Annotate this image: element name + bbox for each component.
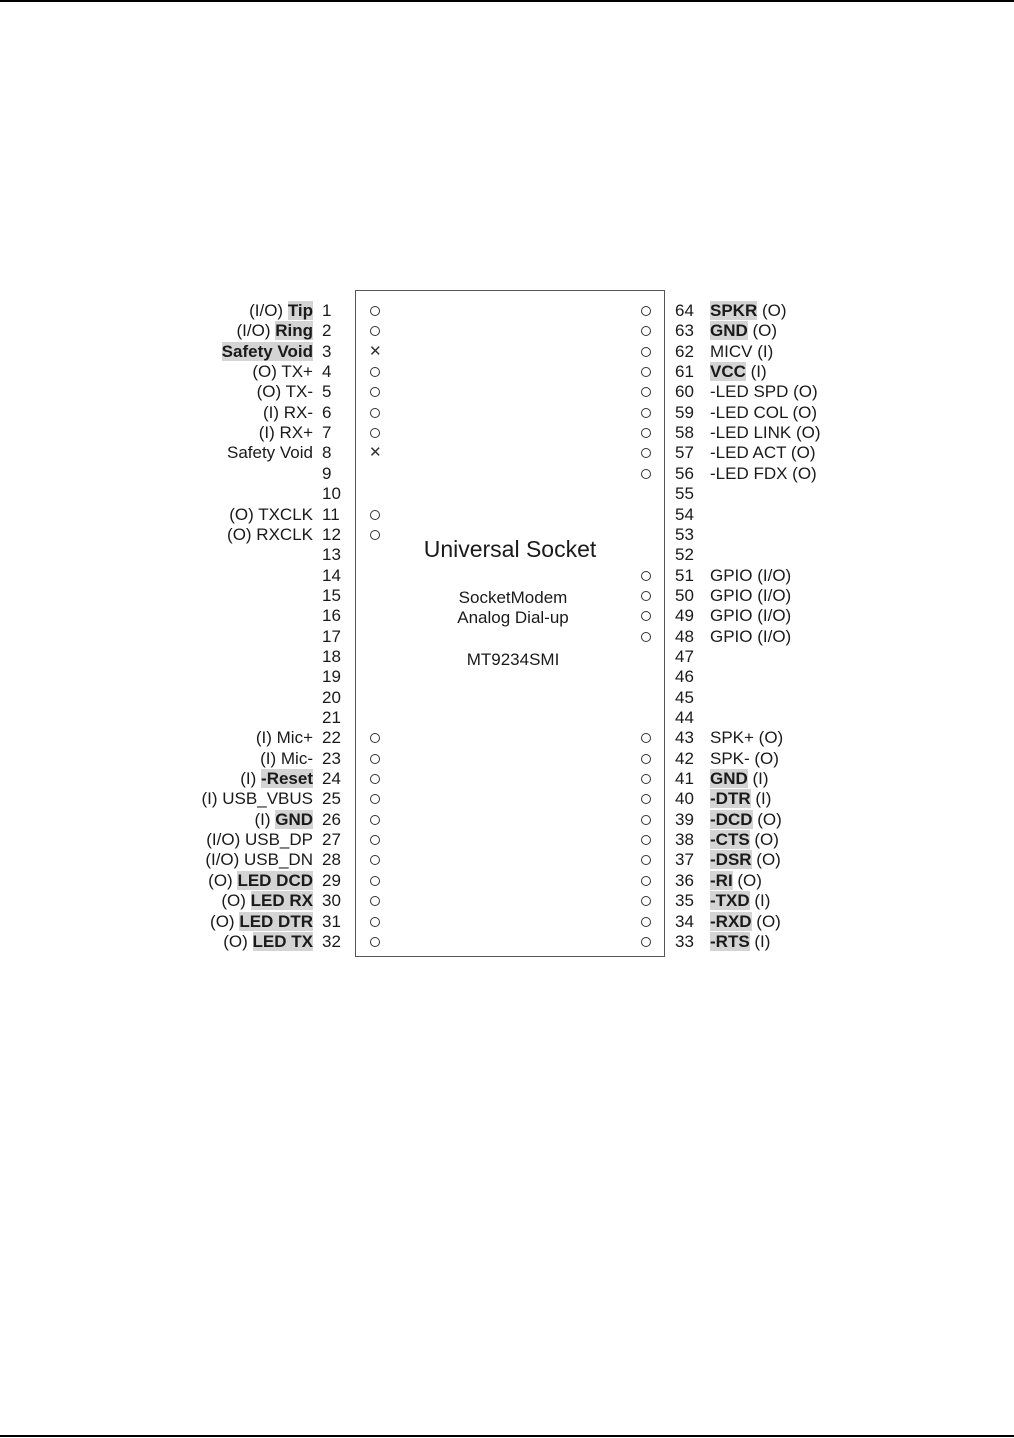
pin-row-49 xyxy=(670,606,870,626)
pin-contact-circle-icon xyxy=(640,382,652,402)
pin-contact-circle-icon xyxy=(640,606,652,626)
signal-text: MICV (I) xyxy=(710,341,774,361)
pin-contact-circle-icon xyxy=(640,403,652,423)
pin-number: 22 xyxy=(322,728,341,748)
pin-number: 8 xyxy=(322,443,332,463)
pin-contact-circle-icon xyxy=(369,769,381,789)
signal-text: Safety Void xyxy=(226,443,313,463)
socket-title: Universal Socket xyxy=(423,536,597,562)
pin-label xyxy=(710,789,771,809)
pin-number: 54 xyxy=(675,504,694,524)
pin-number: 1 xyxy=(322,301,332,320)
signal-text: (I/O) xyxy=(249,301,288,320)
pin-row-54 xyxy=(670,505,870,525)
signal-text: (O) xyxy=(221,891,251,911)
pin-row-29 xyxy=(0,871,345,891)
pin-label xyxy=(260,749,313,769)
pin-contact-circle-icon xyxy=(640,749,652,769)
pin-label xyxy=(206,830,313,850)
signal-name-highlighted: LED DCD xyxy=(237,870,313,890)
pin-label xyxy=(710,382,818,402)
pin-number: 23 xyxy=(322,748,341,768)
pin-contact-circle-icon xyxy=(369,810,381,830)
signal-text: (O) xyxy=(751,911,781,931)
pin-row-26 xyxy=(0,810,345,830)
signal-text: (I) USB_VBUS xyxy=(201,789,313,809)
pin-row-39 xyxy=(670,810,870,830)
pin-label xyxy=(710,362,767,382)
signal-name-highlighted: GND xyxy=(710,769,748,789)
pin-row-45 xyxy=(670,688,870,708)
pin-number: 43 xyxy=(675,728,694,748)
pin-number: 13 xyxy=(322,545,341,565)
pin-contact-circle-icon xyxy=(640,301,652,321)
signal-name-highlighted: -DSR xyxy=(710,850,752,870)
signal-name-highlighted: LED TX xyxy=(252,931,313,951)
pin-number: 6 xyxy=(322,402,332,422)
pin-contact-circle-icon xyxy=(640,443,652,463)
signal-text: (O) xyxy=(747,321,778,341)
pin-contact-circle-icon xyxy=(369,321,381,341)
pin-number: 41 xyxy=(675,769,694,789)
pin-row-41 xyxy=(670,769,870,789)
pin-number: 7 xyxy=(322,423,332,443)
pin-row-32 xyxy=(0,932,345,952)
pin-row-35 xyxy=(670,891,870,911)
signal-text: (O) xyxy=(751,850,781,870)
signal-text: GPIO (I/O) xyxy=(710,585,792,605)
pin-row-48 xyxy=(670,627,870,647)
pin-row-4 xyxy=(0,362,345,382)
pin-label xyxy=(710,464,817,484)
signal-text: -LED FDX (O) xyxy=(710,463,817,483)
pin-label xyxy=(222,342,313,362)
pin-contact-circle-icon xyxy=(369,912,381,932)
signal-text: (I) RX- xyxy=(262,402,313,422)
pin-number: 20 xyxy=(322,687,341,707)
pin-number: 38 xyxy=(675,830,694,850)
pin-label xyxy=(710,423,821,443)
signal-name-highlighted: SPKR xyxy=(710,301,758,320)
pin-number: 19 xyxy=(322,667,341,687)
pin-label xyxy=(208,871,313,891)
pin-row-40 xyxy=(670,789,870,809)
pin-label xyxy=(710,932,770,952)
pin-contact-circle-icon xyxy=(640,850,652,870)
signal-name-highlighted: -TXD xyxy=(710,891,750,911)
pin-label xyxy=(710,586,791,606)
signal-text: (O) TX- xyxy=(256,382,313,402)
signal-name-highlighted: -RXD xyxy=(710,911,752,931)
pin-row-38 xyxy=(670,830,870,850)
pin-number: 52 xyxy=(675,545,694,565)
pin-void-x-icon: ✕ xyxy=(369,444,382,462)
pin-label xyxy=(710,566,791,586)
signal-name-highlighted: GND xyxy=(275,809,313,829)
pin-contact-circle-icon xyxy=(369,301,381,321)
signal-name-highlighted: -RTS xyxy=(710,931,750,951)
signal-name-highlighted: VCC xyxy=(710,362,746,382)
pin-label xyxy=(227,443,313,463)
module-model-number: MT9234SMI xyxy=(466,650,560,669)
signal-name-highlighted: -DCD xyxy=(710,809,753,829)
pin-number: 30 xyxy=(322,891,341,911)
pin-row-61 xyxy=(670,362,870,382)
pin-contact-circle-icon xyxy=(369,932,381,952)
pin-label xyxy=(221,891,313,911)
signal-text: (O) xyxy=(223,931,253,951)
pin-label xyxy=(710,321,777,341)
pin-number: 24 xyxy=(322,769,341,789)
pin-label xyxy=(710,749,779,769)
signal-text: (I) xyxy=(254,809,276,829)
pin-row-47 xyxy=(670,647,870,667)
pin-row-21 xyxy=(0,708,345,728)
pin-label xyxy=(710,830,779,850)
pin-number: 60 xyxy=(675,382,694,402)
signal-text: -LED SPD (O) xyxy=(710,382,818,402)
bottom-page-rule xyxy=(0,1435,1014,1437)
pin-row-46 xyxy=(670,667,870,687)
signal-text: -LED COL (O) xyxy=(710,402,818,422)
pin-number: 40 xyxy=(675,789,694,809)
pin-number: 62 xyxy=(675,341,694,361)
signal-text: (O) TX+ xyxy=(252,362,313,382)
pin-row-25 xyxy=(0,789,345,809)
signal-name-highlighted: GND xyxy=(710,321,748,341)
pin-number: 16 xyxy=(322,606,341,626)
pin-label xyxy=(252,362,313,382)
pin-contact-circle-icon xyxy=(640,342,652,362)
pin-contact-circle-icon xyxy=(369,830,381,850)
signal-text: (O) xyxy=(752,809,782,829)
signal-name-highlighted: -Reset xyxy=(261,769,313,789)
pin-label xyxy=(710,627,791,647)
pin-contact-circle-icon xyxy=(640,769,652,789)
pin-row-16 xyxy=(0,606,345,626)
pin-row-55 xyxy=(670,484,870,504)
pin-label xyxy=(710,871,762,891)
signal-text: GPIO (I/O) xyxy=(710,565,792,585)
pin-number: 28 xyxy=(322,850,341,870)
pin-row-5 xyxy=(0,382,345,402)
pin-row-19 xyxy=(0,667,345,687)
pin-number: 53 xyxy=(675,524,694,544)
pin-number: 48 xyxy=(675,626,694,646)
pin-label xyxy=(202,789,313,809)
signal-text: (O) xyxy=(757,301,787,320)
pin-label xyxy=(263,403,313,423)
pin-label xyxy=(710,301,787,321)
pin-contact-circle-icon xyxy=(369,891,381,911)
pin-row-63 xyxy=(670,321,870,341)
pin-label xyxy=(210,912,313,932)
signal-text: (I) RX+ xyxy=(258,423,313,443)
signal-text: -LED LINK (O) xyxy=(710,423,821,443)
pin-row-11 xyxy=(0,505,345,525)
pin-number: 37 xyxy=(675,850,694,870)
pin-contact-circle-icon xyxy=(640,423,652,443)
pin-contact-circle-icon xyxy=(640,586,652,606)
pin-label xyxy=(257,382,313,402)
pin-row-22 xyxy=(0,728,345,748)
signal-text: -LED ACT (O) xyxy=(710,443,816,463)
pin-number: 59 xyxy=(675,402,694,422)
signal-text: (I) Mic- xyxy=(260,748,313,768)
pin-number: 34 xyxy=(675,911,694,931)
signal-text: (I/O) xyxy=(236,321,276,341)
pin-contact-circle-icon xyxy=(640,932,652,952)
signal-name-highlighted: Ring xyxy=(275,321,313,341)
pin-contact-circle-icon xyxy=(369,403,381,423)
pin-contact-circle-icon xyxy=(640,891,652,911)
pin-label xyxy=(710,891,770,911)
pin-row-3 xyxy=(0,341,382,362)
pin-number: 3 xyxy=(322,341,332,361)
pin-label xyxy=(259,423,313,443)
pin-number: 44 xyxy=(675,708,694,727)
pin-contact-circle-icon xyxy=(640,830,652,850)
pin-number: 18 xyxy=(322,646,341,666)
signal-text: (I) xyxy=(750,789,772,809)
pin-contact-circle-icon xyxy=(369,525,381,545)
signal-name-highlighted: Safety Void xyxy=(221,341,313,361)
signal-text: (O) xyxy=(208,870,238,890)
pin-number: 9 xyxy=(322,463,332,483)
pin-row-6 xyxy=(0,403,345,423)
pin-label xyxy=(256,728,313,748)
pin-number: 35 xyxy=(675,891,694,911)
pin-label xyxy=(240,769,313,789)
pin-row-27 xyxy=(0,830,345,850)
signal-name-highlighted: -RI xyxy=(710,870,733,890)
signal-text: (O) xyxy=(210,911,240,931)
pin-contact-circle-icon xyxy=(369,728,381,748)
pin-row-30 xyxy=(0,891,345,911)
pin-number: 31 xyxy=(322,911,341,931)
pin-number: 63 xyxy=(675,321,694,341)
pin-row-31 xyxy=(0,912,345,932)
pin-row-1 xyxy=(0,301,345,321)
pin-row-57 xyxy=(670,443,870,463)
pin-row-36 xyxy=(670,871,870,891)
pin-row-9 xyxy=(0,464,345,484)
pin-contact-circle-icon xyxy=(640,362,652,382)
pin-number: 25 xyxy=(322,789,341,809)
pin-label xyxy=(223,932,313,952)
pin-number: 61 xyxy=(675,362,694,382)
pin-row-8 xyxy=(0,443,382,463)
pin-number: 49 xyxy=(675,606,694,626)
pin-label xyxy=(249,301,313,321)
pin-number: 4 xyxy=(322,362,332,382)
pin-contact-circle-icon xyxy=(369,871,381,891)
signal-text: (I) xyxy=(745,362,767,382)
pin-number: 15 xyxy=(322,585,341,605)
signal-text: (I/O) USB_DP xyxy=(206,830,313,850)
pin-number: 2 xyxy=(322,321,332,341)
pin-label xyxy=(227,525,313,545)
pin-contact-circle-icon xyxy=(369,362,381,382)
pin-number: 12 xyxy=(322,524,341,544)
pin-row-23 xyxy=(0,749,345,769)
pin-label xyxy=(229,505,313,525)
pin-contact-circle-icon xyxy=(640,566,652,586)
signal-name-highlighted: -CTS xyxy=(710,830,750,850)
pin-number: 47 xyxy=(675,646,694,666)
pin-label xyxy=(710,443,815,463)
pin-number: 29 xyxy=(322,870,341,890)
pin-label xyxy=(254,810,313,830)
pin-label xyxy=(710,403,817,423)
pin-row-17 xyxy=(0,627,345,647)
pin-number: 39 xyxy=(675,809,694,829)
signal-name-highlighted: LED DTR xyxy=(239,911,313,931)
signal-text: (O) TXCLK xyxy=(229,504,313,524)
signal-text: SPK+ (O) xyxy=(710,728,784,748)
module-subtitle-socketmodem: SocketModem xyxy=(458,588,568,607)
pin-number: 57 xyxy=(675,443,694,463)
pin-row-7 xyxy=(0,423,345,443)
signal-text: (I) xyxy=(749,891,771,911)
pin-row-58 xyxy=(670,423,870,443)
pin-row-60 xyxy=(670,382,870,402)
pin-label xyxy=(710,912,781,932)
signal-text: (I/O) USB_DN xyxy=(205,850,313,870)
pin-row-51 xyxy=(670,566,870,586)
pin-row-12 xyxy=(0,525,345,545)
pin-row-10 xyxy=(0,484,345,504)
pin-row-14 xyxy=(0,566,345,586)
pin-row-34 xyxy=(670,912,870,932)
pin-contact-circle-icon xyxy=(640,627,652,647)
pin-contact-circle-icon xyxy=(369,423,381,443)
pin-row-59 xyxy=(670,403,870,423)
pin-label xyxy=(237,321,314,341)
pin-contact-circle-icon xyxy=(369,382,381,402)
pin-number: 33 xyxy=(675,931,694,951)
pin-contact-circle-icon xyxy=(369,749,381,769)
pin-row-53 xyxy=(670,525,870,545)
pin-number: 50 xyxy=(675,585,694,605)
signal-text: (I) xyxy=(240,769,262,789)
signal-text: SPK- (O) xyxy=(710,748,779,768)
pin-contact-circle-icon xyxy=(640,912,652,932)
pin-row-13 xyxy=(0,545,345,565)
pin-number: 5 xyxy=(322,382,332,402)
pin-number: 55 xyxy=(675,484,694,504)
pin-contact-circle-icon xyxy=(369,505,381,525)
signal-text: GPIO (I/O) xyxy=(710,626,792,646)
pin-void-x-icon: ✕ xyxy=(369,342,382,360)
signal-text: (O) xyxy=(749,830,779,850)
signal-name-highlighted: Tip xyxy=(287,301,313,320)
pin-label xyxy=(710,769,769,789)
signal-text: GPIO (I/O) xyxy=(710,606,792,626)
signal-text: (O) xyxy=(732,870,762,890)
pin-contact-circle-icon xyxy=(640,464,652,484)
pin-number: 10 xyxy=(322,484,341,504)
pin-number: 58 xyxy=(675,423,694,443)
pin-row-28 xyxy=(0,850,345,870)
pin-number: 45 xyxy=(675,687,694,707)
pin-number: 42 xyxy=(675,748,694,768)
pin-contact-circle-icon xyxy=(640,321,652,341)
pin-contact-circle-icon xyxy=(640,728,652,748)
pin-row-2 xyxy=(0,321,345,341)
pin-label xyxy=(710,850,781,870)
pin-label xyxy=(205,850,313,870)
pin-row-18 xyxy=(0,647,345,667)
pin-contact-circle-icon xyxy=(640,789,652,809)
pin-row-15 xyxy=(0,586,345,606)
signal-text: (I) xyxy=(747,769,769,789)
pin-row-20 xyxy=(0,688,345,708)
pin-row-43 xyxy=(670,728,870,748)
pin-row-64 xyxy=(670,301,870,321)
pin-contact-circle-icon xyxy=(369,850,381,870)
pin-row-56 xyxy=(670,464,870,484)
pin-number: 14 xyxy=(322,565,341,585)
signal-name-highlighted: -DTR xyxy=(710,789,751,809)
pin-number: 36 xyxy=(675,870,694,890)
pin-number: 27 xyxy=(322,830,341,850)
pin-row-24 xyxy=(0,769,345,789)
pin-row-37 xyxy=(670,850,870,870)
pin-row-33 xyxy=(670,932,870,952)
pin-label xyxy=(710,342,773,362)
pin-number: 17 xyxy=(322,626,341,646)
signal-text: (O) RXCLK xyxy=(227,524,313,544)
signal-text: (I) xyxy=(749,931,771,951)
pin-number: 11 xyxy=(322,504,340,524)
pin-contact-circle-icon xyxy=(640,810,652,830)
pin-number: 21 xyxy=(322,708,341,727)
pin-number: 56 xyxy=(675,463,694,483)
pin-label xyxy=(710,810,782,830)
signal-text: (I) Mic+ xyxy=(255,728,313,748)
pin-number: 32 xyxy=(322,931,341,951)
pin-label xyxy=(710,728,783,748)
pin-row-52 xyxy=(670,545,870,565)
signal-name-highlighted: LED RX xyxy=(250,891,313,911)
pin-number: 64 xyxy=(675,301,694,320)
module-subtitle-dialup: Analog Dial-up xyxy=(457,608,569,627)
pin-row-50 xyxy=(670,586,870,606)
pin-row-42 xyxy=(670,749,870,769)
pin-label xyxy=(710,606,791,626)
pin-number: 46 xyxy=(675,667,694,687)
pin-contact-circle-icon xyxy=(369,789,381,809)
pin-number: 26 xyxy=(322,809,341,829)
pin-contact-circle-icon xyxy=(640,871,652,891)
pin-row-62 xyxy=(670,342,870,362)
pin-row-44 xyxy=(670,708,870,728)
pin-number: 51 xyxy=(675,565,694,585)
